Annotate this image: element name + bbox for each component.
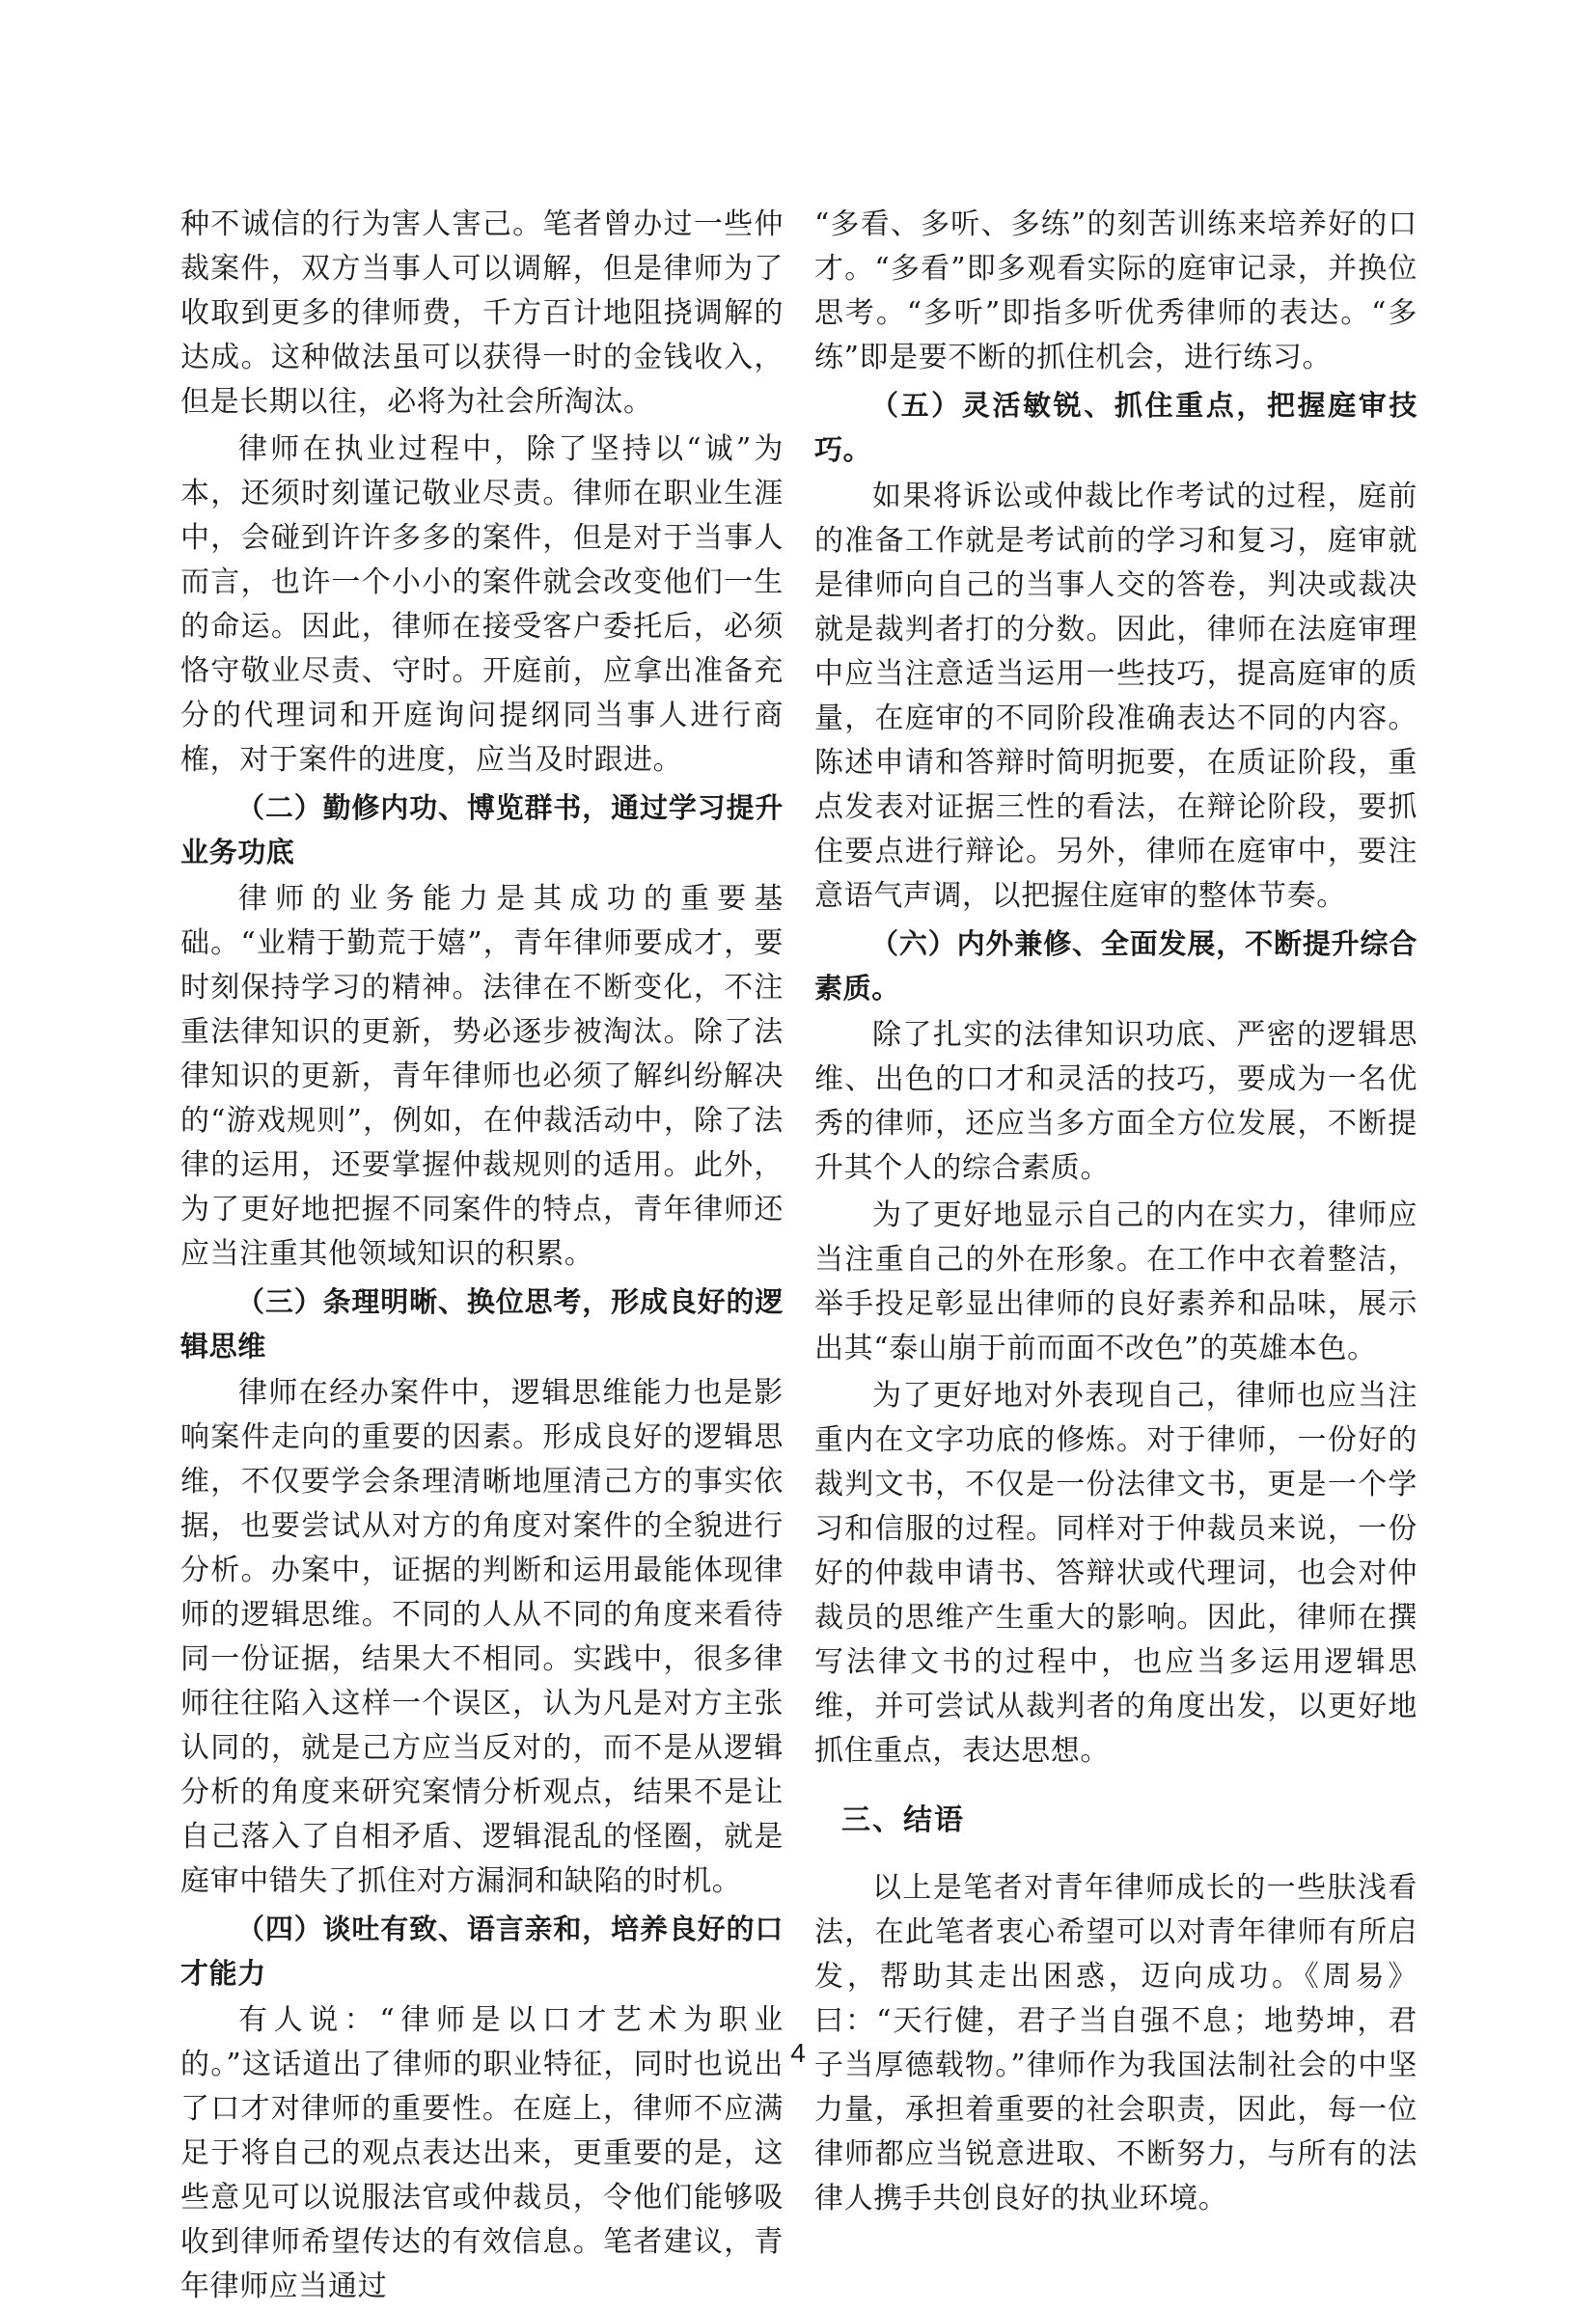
paragraph-eloquence-continued: “多看、多听、多练”的刻苦训练来培养好的口才。“多看”即多观看实际的庭审记录，并换位思考。“多听”即指多听优秀律师的表达。“多练”即是要不断的抓住机会，进行练习。 [814,207,1417,374]
subheading-logic: （三）条理明晰、换位思考，形成良好的逻辑思维 [180,1285,784,1362]
section-title-conclusion: 三、结语 [841,1803,965,1837]
subheading-study: （二）勤修内功、博览群书，通过学习提升业务功底 [180,791,784,868]
paragraph-writing-skills: 为了更好地对外表现自己，律师也应当注重内在文字功底的修炼。对于律师，一份好的裁判文书，不仅是一份法律文书，更是一个学习和信服的过程。同样对于仲裁员来说，一份好的仲裁申请书、答辩状或代理词，也会对仲裁员的思维产生重大的影响。因此，律师在撰写法律文书的过程中，也应当多运用逻辑思维，并可尝试从裁判者的角度出发，以更好地抓住重点，表达思想。 [814,1379,1417,1768]
paragraph-trial-skills: 如果将诉讼或仲裁比作考试的过程，庭前的准备工作就是考试前的学习和复习，庭审就是律师向自己的当事人交的答卷，判决或裁决就是裁判者打的分数。因此，律师在法庭审理中应当注意适当运用一些技巧，提高庭审的质量，在庭审的不同阶段准确表达不同的内容。陈述申请和答辩时简明扼要，在质证阶段，重点发表对证据三性的看法，在辩论阶段，要抓住要点进行辩论。另外，律师在庭审中，要注意语气声调，以把握住庭审的整体节奏。 [814,480,1417,913]
subheading-trial-skills: （五）灵活敏锐、抓住重点，把握庭审技巧。 [814,389,1417,466]
subheading-eloquence: （四）谈吐有致、语言亲和，培养良好的口才能力 [180,1913,784,1990]
subheading-overall-quality: （六）内外兼修、全面发展，不断提升综合素质。 [814,927,1417,1005]
paragraph-external-image: 为了更好地显示自己的内在实力，律师应当注重自己的外在形象。在工作中衣着整洁，举手投足彰显出律师的良好素养和品味，展示出其“泰山崩于前而面不改色”的英雄本色。 [814,1198,1417,1365]
page-number: 4 [790,2038,806,2068]
paragraph-logic: 律师在经办案件中，逻辑思维能力也是影响案件走向的重要的因素。形成良好的逻辑思维，不仅要学会条理清晰地厘清己方的事实依据，也要尝试从对方的角度对案件的全貌进行分析。办案中，证据的判断和运用最能体现律师的逻辑思维。不同的人从不同的角度来看待同一份证据，结果大不相同。实践中，很多律师往往陷入这样一个误区，认为凡是对方主张认同的，就是己方应当反对的，而不是从逻辑分析的角度来研究案情分析观点，结果不是让自己落入了自相矛盾、逻辑混乱的怪圈，就是庭审中错失了抓住对方漏洞和缺陷的时机。 [180,1376,784,1898]
paragraph-eloquence: 有人说：“律师是以口才艺术为职业的。”这话道出了律师的职业特征，同时也说出了口才对律师的重要性。在庭上，律师不应满足于将自己的观点表达出来，更重要的是，这些意见可以说服法官或仲裁员，令他们能够吸收到律师希望传达的有效信息。笔者建议，青年律师应当通过 [180,2003,784,2303]
right-column [814,203,1417,2224]
paragraph-overall-quality: 除了扎实的法律知识功底、严密的逻辑思维、出色的口才和灵活的技巧，要成为一名优秀的律师，还应当多方面全方位发展，不断提升其个人的综合素质。 [814,1018,1417,1185]
left-column [180,203,784,2312]
paragraph-conclusion: 以上是笔者对青年律师成长的一些肤浅看法，在此笔者衷心希望可以对青年律师有所启发，帮助其走出困惑，迈向成功。《周易》曰：“天行健，君子当自强不息；地势坤，君子当厚德载物。”律师作为我国法制社会的中坚力量，承担着重要的社会职责，因此，每一位律师都应当锐意进取、不断努力，与所有的法律人携手共创良好的执业环境。 [814,1871,1417,2216]
paragraph-study: 律师的业务能力是其成功的重要基础。“业精于勤荒于嬉”，青年律师要成才，要时刻保持学习的精神。法律在不断变化，不注重法律知识的更新，势必逐步被淘汰。除了法律知识的更新，青年律师也必须了解纠纷解决的“游戏规则”，例如，在仲裁活动中，除了法律的运用，还要掌握仲裁规则的适用。此外，为了更好地把握不同案件的特点，青年律师还应当注重其他领域知识的积累。 [180,882,784,1271]
paragraph-intro: 种不诚信的行为害人害己。笔者曾办过一些仲裁案件，双方当事人可以调解，但是律师为了收取到更多的律师费，千方百计地阻挠调解的达成。这种做法虽可以获得一时的金钱收入，但是长期以往，必将为社会所淘汰。 [180,207,784,419]
paragraph-professional-duty: 律师在执业过程中，除了坚持以“诚”为本，还须时刻谨记敬业尽责。律师在职业生涯中，会碰到许许多多的案件，但是对于当事人而言，也许一个小小的案件就会改变他们一生的命运。因此，律师在接受客户委托后，必须恪守敬业尽责、守时。开庭前，应拿出准备充分的代理词和开庭询问提纲同当事人进行商榷，对于案件的进度，应当及时跟进。 [180,432,784,777]
